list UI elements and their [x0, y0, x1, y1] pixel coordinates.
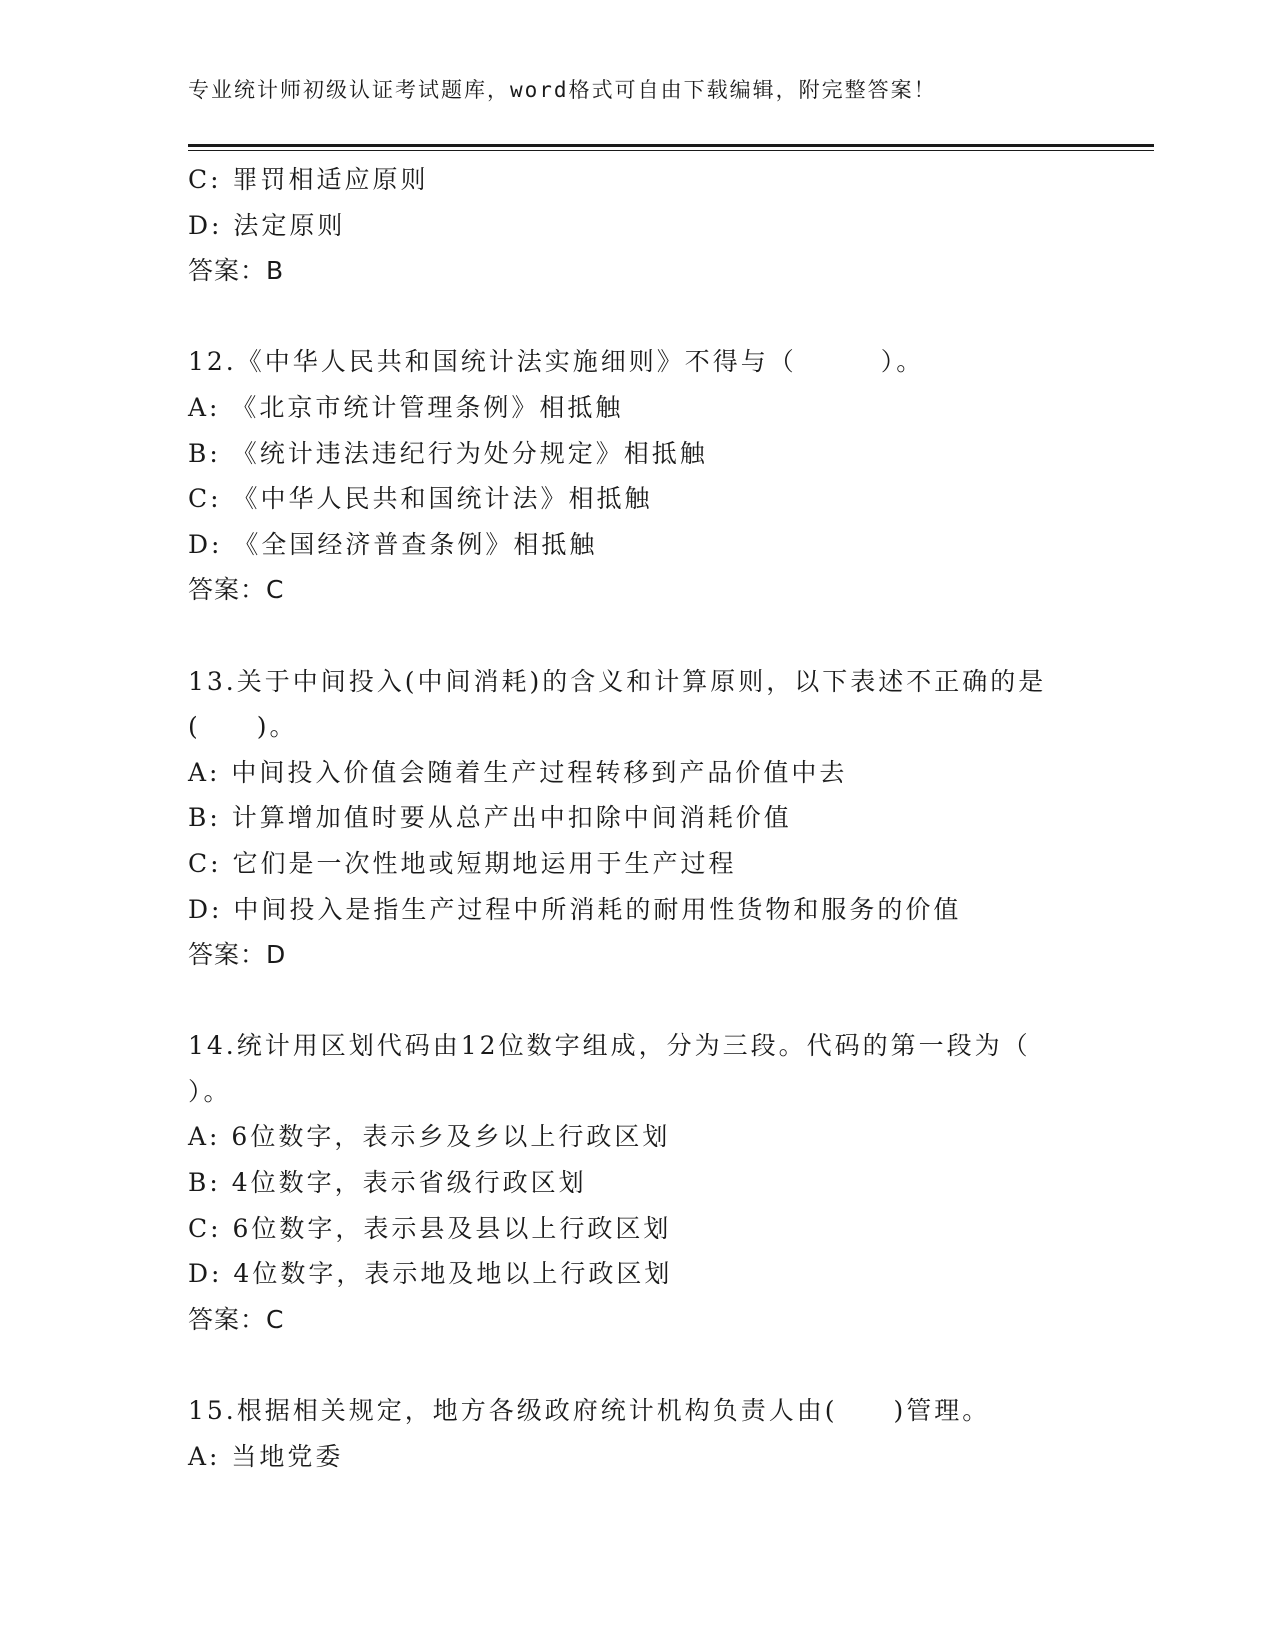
question-13-answer: 答案：D: [188, 940, 287, 970]
question-13-option-d: D: 中间投入是指生产过程中所消耗的耐用性货物和服务的价值: [188, 894, 962, 924]
question-14-stem-line2: ）。: [188, 1076, 232, 1106]
question-13-stem-line2: ( )。: [188, 712, 298, 742]
question-15-stem: 15.根据相关规定，地方各级政府统计机构负责人由( )管理。: [188, 1396, 991, 1426]
question-13-stem-line1: 13.关于中间投入(中间消耗)的含义和计算原则，以下表述不正确的是: [188, 666, 1047, 696]
header-rule-thick: [188, 144, 1154, 147]
question-content: [188, 157, 1088, 1479]
answer-line: 答案：B: [188, 256, 285, 286]
question-12-stem: 12.《中华人民共和国统计法实施细则》不得与（ ）。: [188, 347, 925, 377]
spacer: [188, 613, 1088, 659]
question-14-option-b: B: 4位数字，表示省级行政区划: [188, 1168, 587, 1198]
question-12-option-b: B: 《统计违法违纪行为处分规定》相抵触: [188, 438, 708, 468]
question-14-answer: 答案：C: [188, 1304, 285, 1334]
question-14-stem-line1: 14.统计用区划代码由12位数字组成，分为三段。代码的第一段为（: [188, 1031, 1031, 1061]
spacer: [188, 294, 1088, 340]
question-13-option-b: B: 计算增加值时要从总产出中扣除中间消耗价值: [188, 803, 792, 833]
question-12-option-a: A: 《北京市统计管理条例》相抵触: [188, 392, 624, 422]
question-12-answer: 答案：C: [188, 575, 285, 605]
option-c: C: 罪罚相适应原则: [188, 165, 429, 194]
question-14-option-a: A: 6位数字，表示乡及乡以上行政区划: [188, 1122, 671, 1152]
question-14-option-d: D: 4位数字，表示地及地以上行政区划: [188, 1259, 673, 1289]
spacer: [188, 978, 1088, 1024]
spacer: [188, 1342, 1088, 1388]
question-12-option-d: D: 《全国经济普查条例》相抵触: [188, 529, 598, 559]
option-d: D: 法定原则: [188, 210, 346, 240]
page-header: 专业统计师初级认证考试题库，word格式可自由下载编辑，附完整答案！: [188, 78, 937, 102]
header-rule-thin: [188, 150, 1154, 151]
question-13-option-c: C: 它们是一次性地或短期地运用于生产过程: [188, 848, 737, 878]
question-12-option-c: C: 《中华人民共和国统计法》相抵触: [188, 484, 653, 514]
question-15-option-a: A: 当地党委: [188, 1441, 344, 1471]
question-13-option-a: A: 中间投入价值会随着生产过程转移到产品价值中去: [188, 757, 848, 787]
question-14-option-c: C: 6位数字，表示县及县以上行政区划: [188, 1213, 672, 1243]
